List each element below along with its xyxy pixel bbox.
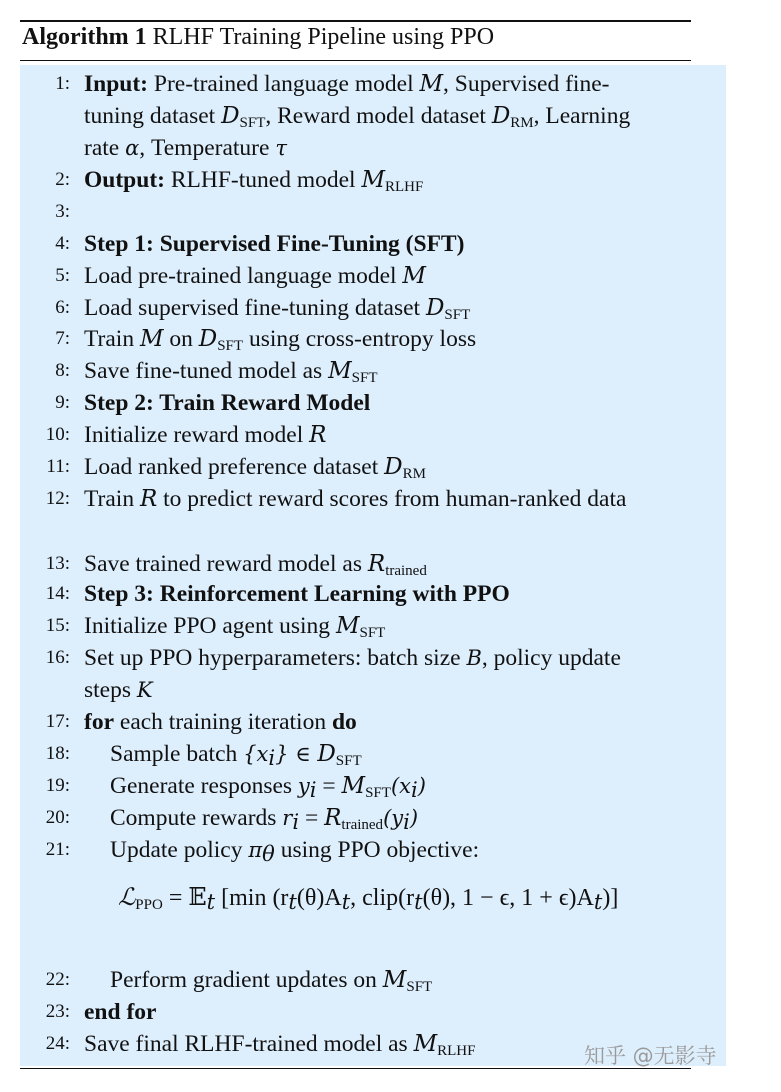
section-heading: Step 2: Train Reward Model (84, 390, 371, 416)
line-number: 23: (45, 1001, 70, 1022)
line-number: 20: (45, 807, 70, 828)
line-number: 4: (55, 233, 70, 254)
algorithm-caption (22, 24, 494, 51)
line-number: 14: (45, 583, 70, 604)
line-number: 6: (55, 297, 70, 318)
line-number: 21: (45, 839, 70, 860)
line-number: 17: (45, 711, 70, 732)
section-heading: Step 3: Reinforcement Learning with PPO (84, 581, 510, 607)
line-number: 16: (45, 647, 70, 668)
line-number: 22: (45, 969, 70, 990)
line-number: 9: (55, 392, 70, 413)
algorithm-title: RLHF Training Pipeline using PPO (152, 24, 495, 50)
line-number: 5: (55, 265, 70, 286)
line-number: 1: (55, 73, 70, 94)
line-number: 15: (45, 615, 70, 636)
bottom-rule (20, 1068, 691, 1069)
line-number: 12: (45, 488, 70, 509)
step-text: Input: Pre-trained language model M, Supervised fine- (84, 71, 610, 97)
line-number: 13: (45, 553, 70, 574)
ppo-objective-equation: ℒ$_{PPO}$ = 𝔼$_t$ [min ($r_t(\theta)A_t$, $clip(r_t(\theta)$, 1 − ϵ, $1 + \epsilon)A_t$)] (118, 883, 619, 914)
line-number: 2: (55, 169, 70, 190)
line-number: 18: (45, 743, 70, 764)
caption-rule (20, 60, 691, 61)
line-number: 8: (55, 360, 70, 381)
algorithm-label: Algorithm 1 (22, 24, 147, 50)
line-number: 24: (45, 1033, 70, 1054)
line-number: 7: (55, 328, 70, 349)
watermark: 知乎 @无影寺 (584, 1044, 717, 1068)
line-number: 19: (45, 775, 70, 796)
section-heading: Step 1: Supervised Fine-Tuning (SFT) (84, 231, 465, 257)
line-number: 11: (46, 456, 70, 477)
line-number: 10: (45, 424, 70, 445)
top-rule (20, 20, 691, 22)
line-number: 3: (55, 201, 70, 222)
